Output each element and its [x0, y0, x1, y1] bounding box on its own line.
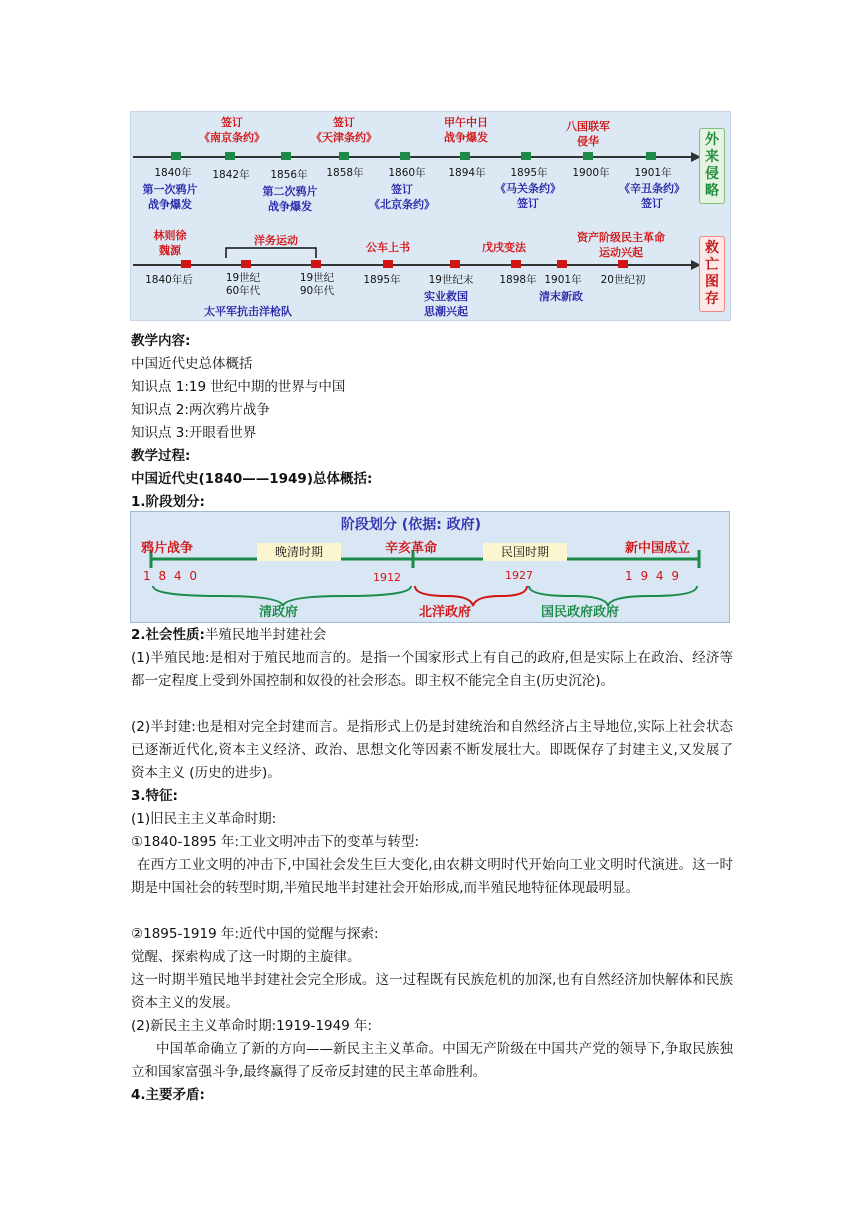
event-taiping-army: 太平军抗击洋枪队 — [204, 305, 292, 318]
year-label: 1894年 — [448, 167, 486, 179]
event-hundred-days-reform: 戊戌变法 — [482, 241, 526, 254]
semi-feudal-paragraph: (2)半封建:也是相对完全封建而言。是指形式上仍是封建统治和自然经济占主导地位,实际上社会状态已逐渐近代化,资本主义经济、政治、思想文化等因素不断发展壮大。即既保存了封建主义,又发展了资本主义 (历史的进步)。 — [131, 719, 733, 781]
event-boxer-protocol: 《辛丑条约》 签订 — [619, 182, 685, 210]
teaching-item: 知识点 1:19 世纪中期的世界与中国 — [131, 379, 346, 395]
stage-year: 1912 — [373, 571, 401, 584]
year-label: 1901年 — [544, 274, 582, 286]
gov-nationalist: 国民政府政府 — [541, 605, 620, 620]
side-label-aggression: 外来侵略 — [699, 128, 725, 204]
year-label: 1858年 — [326, 167, 364, 179]
side-label-salvation: 救亡图存 — [699, 236, 725, 312]
year-label: 1898年 — [499, 274, 537, 286]
event-eight-nation-alliance: 八国联军 侵华 — [566, 120, 610, 148]
period-late-qing: 晚清时期 — [257, 543, 341, 561]
event-first-opium-war: 第一次鸦片 战争爆发 — [142, 183, 198, 211]
contradiction-heading: 4.主要矛盾: — [131, 1087, 205, 1103]
stage-heading: 1.阶段划分: — [131, 494, 205, 510]
event-late-qing-reforms: 清末新政 — [539, 290, 583, 303]
event-sino-japanese-war: 甲午中日 战争爆发 — [444, 116, 488, 144]
event-bourgeois-revolution: 资产阶级民主革命 运动兴起 — [577, 231, 665, 259]
year-label: 1856年 — [270, 169, 308, 181]
year-label: 1860年 — [388, 167, 426, 179]
new-democratic-text: 中国革命确立了新的方向——新民主主义革命。中国无产阶级在中国共产党的领导下,争取民族独立和国家富强斗争,最终赢得了反帝反封建的民主革命胜利。 — [131, 1041, 733, 1080]
event-shimonoseki-treaty: 《马关条约》 签订 — [495, 182, 561, 210]
year-label: 1901年 — [634, 167, 672, 179]
year-label: 19世纪 90年代 — [299, 272, 335, 297]
year-label: 1895年 — [363, 274, 401, 286]
timeline-figure — [130, 111, 731, 321]
year-label: 20世纪初 — [600, 274, 646, 286]
stage-figure-title: 阶段划分 (依据: 政府) — [340, 517, 482, 533]
teaching-item: 中国近代史总体概括 — [131, 356, 253, 372]
year-label: 1895年 — [510, 167, 548, 179]
teaching-content-heading: 教学内容: — [131, 333, 191, 349]
event-tianjin-treaty: 签订 《天津条约》 — [311, 116, 377, 144]
old-democratic-heading: (1)旧民主主义革命时期: — [131, 811, 277, 827]
year-label: 1900年 — [572, 167, 610, 179]
year-label: 19世纪 60年代 — [225, 272, 261, 297]
teaching-item: 知识点 2:两次鸦片战争 — [131, 402, 270, 418]
nature-line — [131, 624, 731, 647]
year-label: 1842年 — [212, 169, 250, 181]
stage-year: 1 8 4 0 — [143, 569, 199, 583]
period2-line2: 这一时期半殖民地半封建社会完全形成。这一过程既有民族危机的加深,也有自然经济加快解体和民族资本主义的发展。 — [131, 972, 733, 1011]
year-label: 1840年 — [154, 167, 192, 179]
stage-division-figure — [130, 511, 730, 623]
event-beijing-treaty: 签订 《北京条约》 — [369, 183, 435, 211]
nature-text: 半殖民地半封建社会 — [204, 627, 327, 643]
period-republic: 民国时期 — [483, 543, 567, 561]
gov-qing: 清政府 — [259, 605, 299, 620]
period2-line1: 觉醒、探索构成了这一时期的主旋律。 — [131, 949, 361, 965]
overview-heading: 中国近代史(1840——1949)总体概括: — [131, 471, 373, 487]
new-democratic-heading: (2)新民主主义革命时期:1919-1949 年: — [131, 1018, 373, 1034]
year-label: 1840年后 — [145, 274, 193, 286]
feature-heading: 3.特征: — [131, 788, 178, 804]
event-lin-zexu: 林则徐 魏源 — [153, 229, 187, 257]
stage-event-opium-war: 鸦片战争 — [141, 541, 194, 556]
stage-event-xinhai: 辛亥革命 — [385, 541, 438, 556]
event-second-opium-war: 第二次鸦片 战争爆发 — [262, 185, 318, 213]
gov-beiyang: 北洋政府 — [419, 605, 472, 620]
event-nanjing-treaty: 签订 《南京条约》 — [199, 116, 265, 144]
nature-heading: 2.社会性质: — [131, 627, 205, 643]
period1-text: 在西方工业文明的冲击下,中国社会发生巨大变化,由农耕文明时代开始向工业文明时代演进。这一时期是中国社会的转型时期,半殖民地半封建社会开始形成,而半殖民地特征体现最明显。 — [131, 857, 733, 896]
event-industrial-salvation: 实业救国 思潮兴起 — [424, 290, 468, 318]
stage-year: 1927 — [505, 569, 533, 582]
stage-year: 1 9 4 9 — [625, 569, 681, 583]
process-heading: 教学过程: — [131, 448, 191, 464]
event-gongche-petition: 公车上书 — [366, 241, 410, 254]
semi-colonial-paragraph: (1)半殖民地:是相对于殖民地而言的。是指一个国家形式上有自己的政府,但是实际上在政治、经济等都一定程度上受到外国控制和奴役的社会形态。即主权不能完全自主(历史沉沦)。 — [131, 650, 733, 689]
event-self-strengthening: 洋务运动 — [254, 234, 298, 247]
period2-title: ②1895-1919 年:近代中国的觉醒与探索: — [131, 926, 379, 942]
stage-event-prc: 新中国成立 — [625, 541, 691, 556]
year-label: 19世纪末 — [428, 274, 474, 286]
period1-title: ①1840-1895 年:工业文明冲击下的变革与转型: — [131, 834, 420, 850]
teaching-item: 知识点 3:开眼看世界 — [131, 425, 257, 441]
